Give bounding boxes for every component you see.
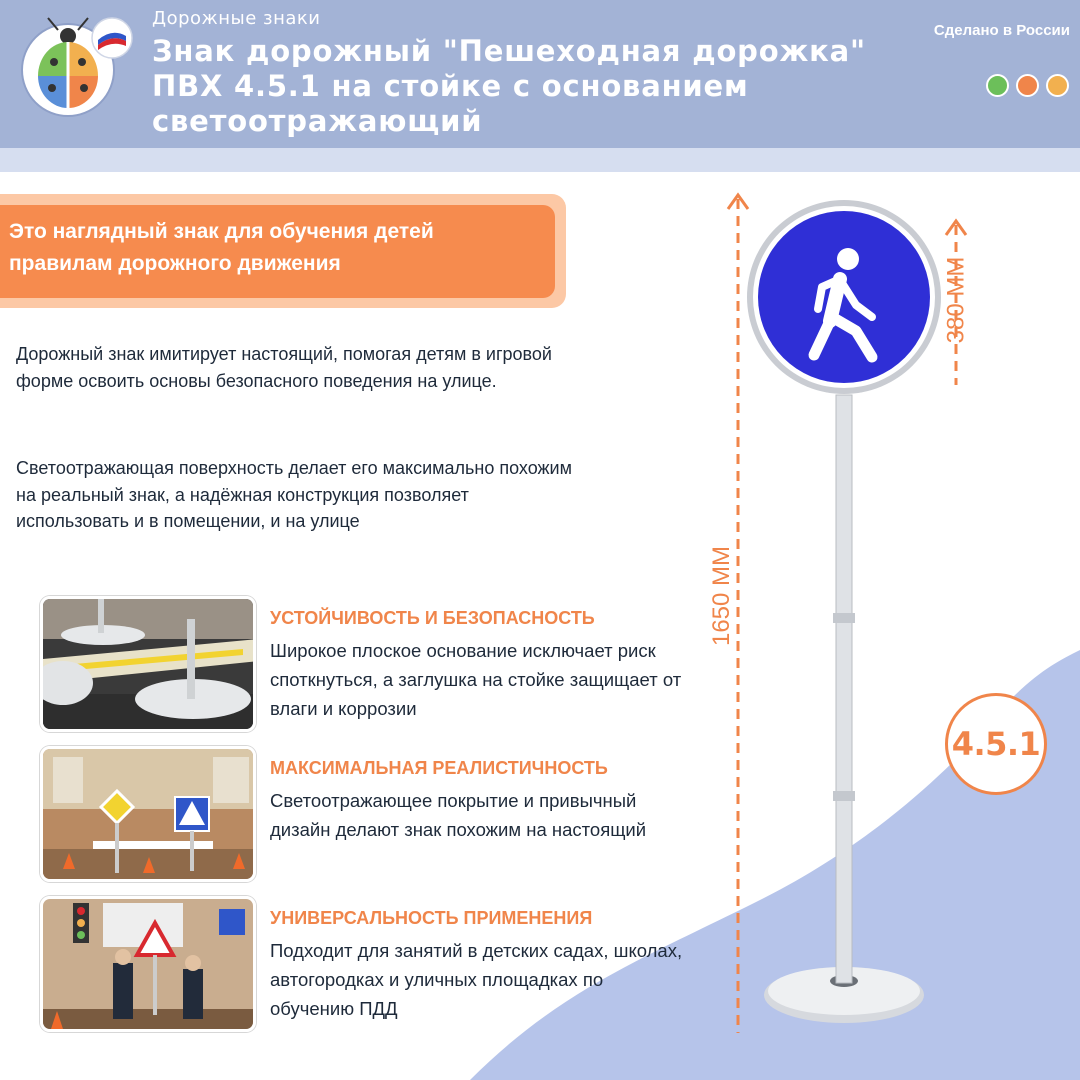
made-in-label: Сделано в России xyxy=(933,22,1070,39)
description-paragraph-2: Светоотражающая поверхность делает его максимально похожим на реальный знак, а надёжная конструкция позволяет использовать и в помещении, и на улице xyxy=(16,458,572,531)
callout-text: Это наглядный знак для обучения детей правилам дорожного движения xyxy=(9,220,434,275)
color-dots xyxy=(986,74,1069,97)
ladybug-logo-icon xyxy=(18,14,134,118)
sign-code-badge xyxy=(945,693,1047,795)
green-dot xyxy=(986,74,1009,97)
category-label: Дорожные знаки xyxy=(152,8,321,29)
feature-realism xyxy=(40,746,680,882)
feature-versatility xyxy=(40,896,683,1032)
feature-text: Светоотражающее покрытие и привычный дизайн делают знак похожим на настоящий xyxy=(270,790,647,840)
description-paragraph-1: Дорожный знак имитирует настоящий, помогая детям в игровой форме освоить основы безопасного поведения на улице. xyxy=(16,344,552,391)
feature-stability xyxy=(40,596,680,732)
header-strip xyxy=(0,148,1080,172)
feature-photo-school xyxy=(40,896,256,1032)
feature-photo-classroom xyxy=(40,746,256,882)
feature-title: МАКСИМАЛЬНАЯ РЕАЛИСТИЧНОСТЬ xyxy=(270,758,608,778)
road-sign-illustration xyxy=(690,185,1080,1065)
feature-text: Подходит для занятий в детских садах, школах, автогородках и уличных площадках по обучению ПДД xyxy=(270,940,683,1019)
feature-text: Широкое плоское основание исключает риск споткнуться, а заглушка на стойке защищает от влаги и коррозии xyxy=(270,640,682,719)
feature-title: УНИВЕРСАЛЬНОСТЬ ПРИМЕНЕНИЯ xyxy=(270,908,593,928)
sign-code-text: 4.5.1 xyxy=(951,725,1041,763)
russia-flag-icon xyxy=(92,18,132,58)
orange-dot xyxy=(1016,74,1039,97)
feature-title: УСТОЙЧИВОСТЬ И БЕЗОПАСНОСТЬ xyxy=(270,608,595,628)
total-height-label: 1650 ММ xyxy=(708,545,736,647)
page-title: Знак дорожный "Пешеходная дорожка" ПВХ 4.5.1 на стойке с основанием светоотражающий xyxy=(152,34,866,138)
yellow-dot xyxy=(1046,74,1069,97)
sign-diameter-label: 380 ММ xyxy=(942,256,970,344)
feature-photo-bases xyxy=(40,596,256,732)
